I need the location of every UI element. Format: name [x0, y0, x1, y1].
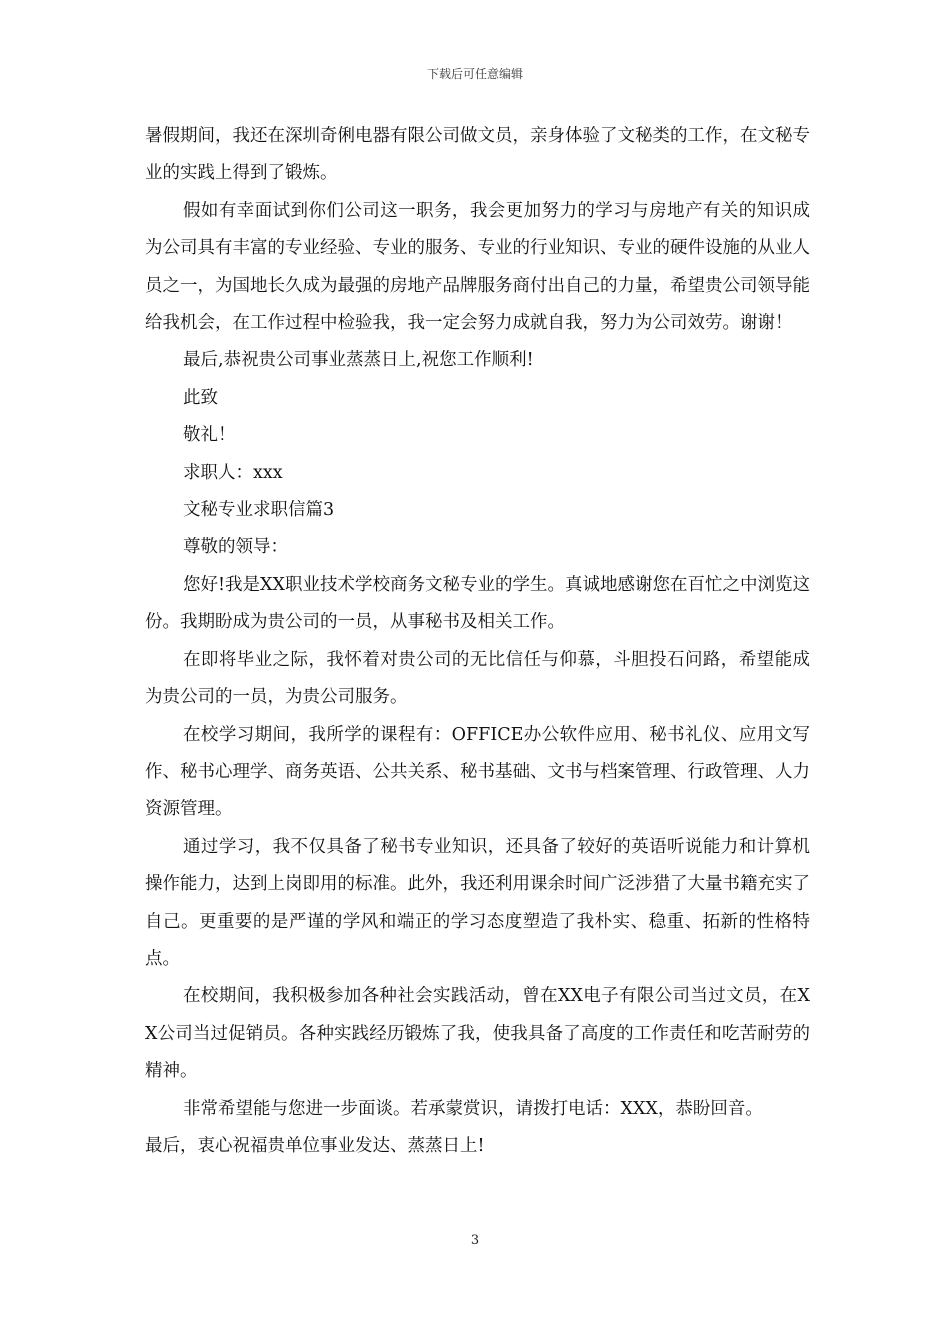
page-header: 下载后可任意编辑 [426, 67, 523, 81]
paragraph: 暑假期间，我还在深圳奇俐电器有限公司做文员，亲身体验了文秘类的工作，在文秘专业的实践上得到了锻炼。 [145, 126, 810, 184]
paragraph: 非常希望能与您进一步面谈。若承蒙赏识，请拨打电话：XXX，恭盼回音。 [183, 1098, 763, 1119]
section-title: 文秘专业求职信篇3 [183, 500, 335, 521]
paragraph: 最后,恭祝贵公司事业蒸蒸日上,祝您工作顺利! [183, 350, 534, 371]
greeting: 尊敬的领导： [183, 537, 288, 558]
paragraph: 在校学习期间，我所学的课程有：OFFICE办公软件应用、秘书礼仪、应用文写作、秘书心理学、商务英语、公共关系、秘书基础、文书与档案管理、行政管理、人力资源管理。 [145, 724, 810, 820]
paragraph: 最后，衷心祝福贵单位事业发达、蒸蒸日上! [145, 1135, 485, 1156]
closing-salutation: 此致 [183, 387, 218, 408]
paragraph: 假如有幸面试到你们公司这一职务，我会更加努力的学习与房地产有关的知识成为公司具有丰富的专业经验、专业的服务、专业的行业知识、专业的硬件设施的从业人员之一，为国地长久成为最强的房地产品牌服务商付出自己的力量，希望贵公司领导能给我机会，在工作过程中检验我，我一定会努力成就自我，努力为公司效劳。谢谢！ [145, 200, 810, 334]
applicant-signature: 求职人：xxx [183, 462, 283, 483]
document-body [145, 118, 810, 1165]
paragraph: 在校期间，我积极参加各种社会实践活动，曾在XX电子有限公司当过文员，在XX公司当过促销员。各种实践经历锻炼了我，使我具备了高度的工作责任和吃苦耐劳的精神。 [145, 986, 810, 1082]
paragraph: 您好!我是XX职业技术学校商务文秘专业的学生。真诚地感谢您在百忙之中浏览这份。我期盼成为贵公司的一员，从事秘书及相关工作。 [145, 574, 810, 633]
closing-regards: 敬礼！ [183, 425, 236, 446]
paragraph: 通过学习，我不仅具备了秘书专业知识，还具备了较好的英语听说能力和计算机操作能力，达到上岗即用的标准。此外，我还利用课余时间广泛涉猎了大量书籍充实了自己。更重要的是严谨的学风和端正的学习态度塑造了我朴实、稳重、拓新的性格特点。 [145, 836, 810, 969]
paragraph: 在即将毕业之际，我怀着对贵公司的无比信任与仰慕，斗胆投石问路，希望能成为贵公司的一员，为贵公司服务。 [145, 649, 810, 708]
page-number: 3 [470, 1233, 480, 1248]
